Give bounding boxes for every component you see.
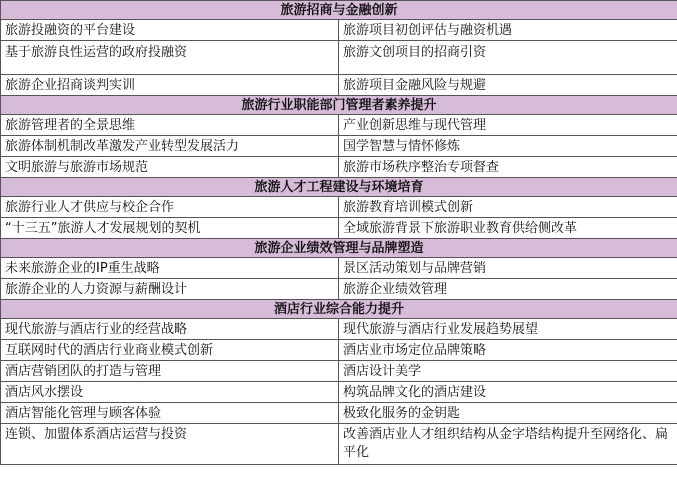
table-row [1, 20, 677, 41]
table-cell: 旅游企业招商谈判实训 [1, 75, 339, 96]
section-title: 旅游人才工程建设与环境培育 [1, 178, 677, 197]
table-cell: 酒店营销团队的打造与管理 [1, 361, 339, 382]
section-header-row [1, 178, 677, 197]
table-cell: 产业创新思维与现代管理 [339, 115, 677, 136]
table-cell: 旅游企业的人力资源与薪酬设计 [1, 279, 339, 300]
section-header-row [1, 300, 677, 319]
table-cell: 酒店智能化管理与顾客体验 [1, 403, 339, 424]
section-title: 酒店行业综合能力提升 [1, 300, 677, 319]
table-cell: 基于旅游良性运营的政府投融资 [1, 41, 339, 75]
table-cell: 旅游项目金融风险与规避 [339, 75, 677, 96]
section-title: 旅游招商与金融创新 [1, 1, 677, 20]
section-title: 旅游行业职能部门管理者素养提升 [1, 96, 677, 115]
table-cell: 景区活动策划与品牌营销 [339, 258, 677, 279]
table-row [1, 382, 677, 403]
table-cell: 互联网时代的酒店行业商业模式创新 [1, 340, 339, 361]
section-title: 旅游企业绩效管理与品牌塑造 [1, 239, 677, 258]
section-header-row [1, 1, 677, 20]
table-row [1, 258, 677, 279]
table-cell: 旅游体制机制改革激发产业转型发展活力 [1, 136, 339, 157]
table-cell: 国学智慧与情怀修炼 [339, 136, 677, 157]
table-cell: 现代旅游与酒店行业发展趋势展望 [339, 319, 677, 340]
table-row [1, 340, 677, 361]
table-cell: 旅游投融资的平台建设 [1, 20, 339, 41]
table-cell: 酒店风水摆设 [1, 382, 339, 403]
table-row [1, 197, 677, 218]
section-header-row [1, 96, 677, 115]
table-cell: 现代旅游与酒店行业的经营战略 [1, 319, 339, 340]
table-cell: 旅游行业人才供应与校企合作 [1, 197, 339, 218]
table-cell: “十三五”旅游人才发展规划的契机 [1, 218, 339, 239]
table-row [1, 403, 677, 424]
table-cell: 旅游项目初创评估与融资机遇 [339, 20, 677, 41]
table-row [1, 41, 677, 75]
table-cell: 改善酒店业人才组织结构从金字塔结构提升至网络化、扁平化 [339, 424, 677, 465]
table-cell: 酒店设计美学 [339, 361, 677, 382]
table-row [1, 361, 677, 382]
table-cell: 文明旅游与旅游市场规范 [1, 157, 339, 178]
table-row [1, 218, 677, 239]
table-cell: 旅游企业绩效管理 [339, 279, 677, 300]
table-cell: 连锁、加盟体系酒店运营与投资 [1, 424, 339, 465]
table-row [1, 136, 677, 157]
table-row [1, 75, 677, 96]
table-cell: 极致化服务的金钥匙 [339, 403, 677, 424]
table-cell: 旅游管理者的全景思维 [1, 115, 339, 136]
table-cell: 全域旅游背景下旅游职业教育供给侧改革 [339, 218, 677, 239]
table-row [1, 319, 677, 340]
table-cell: 酒店业市场定位品牌策略 [339, 340, 677, 361]
section-header-row [1, 239, 677, 258]
table-row [1, 279, 677, 300]
table-cell: 旅游市场秩序整治专项督查 [339, 157, 677, 178]
table-row [1, 157, 677, 178]
table-row [1, 424, 677, 465]
table-cell: 旅游文创项目的招商引资 [339, 41, 677, 75]
table-cell: 旅游教育培训模式创新 [339, 197, 677, 218]
table-cell: 构筑品牌文化的酒店建设 [339, 382, 677, 403]
table-cell: 未来旅游企业的IP重生战略 [1, 258, 339, 279]
table-row [1, 115, 677, 136]
